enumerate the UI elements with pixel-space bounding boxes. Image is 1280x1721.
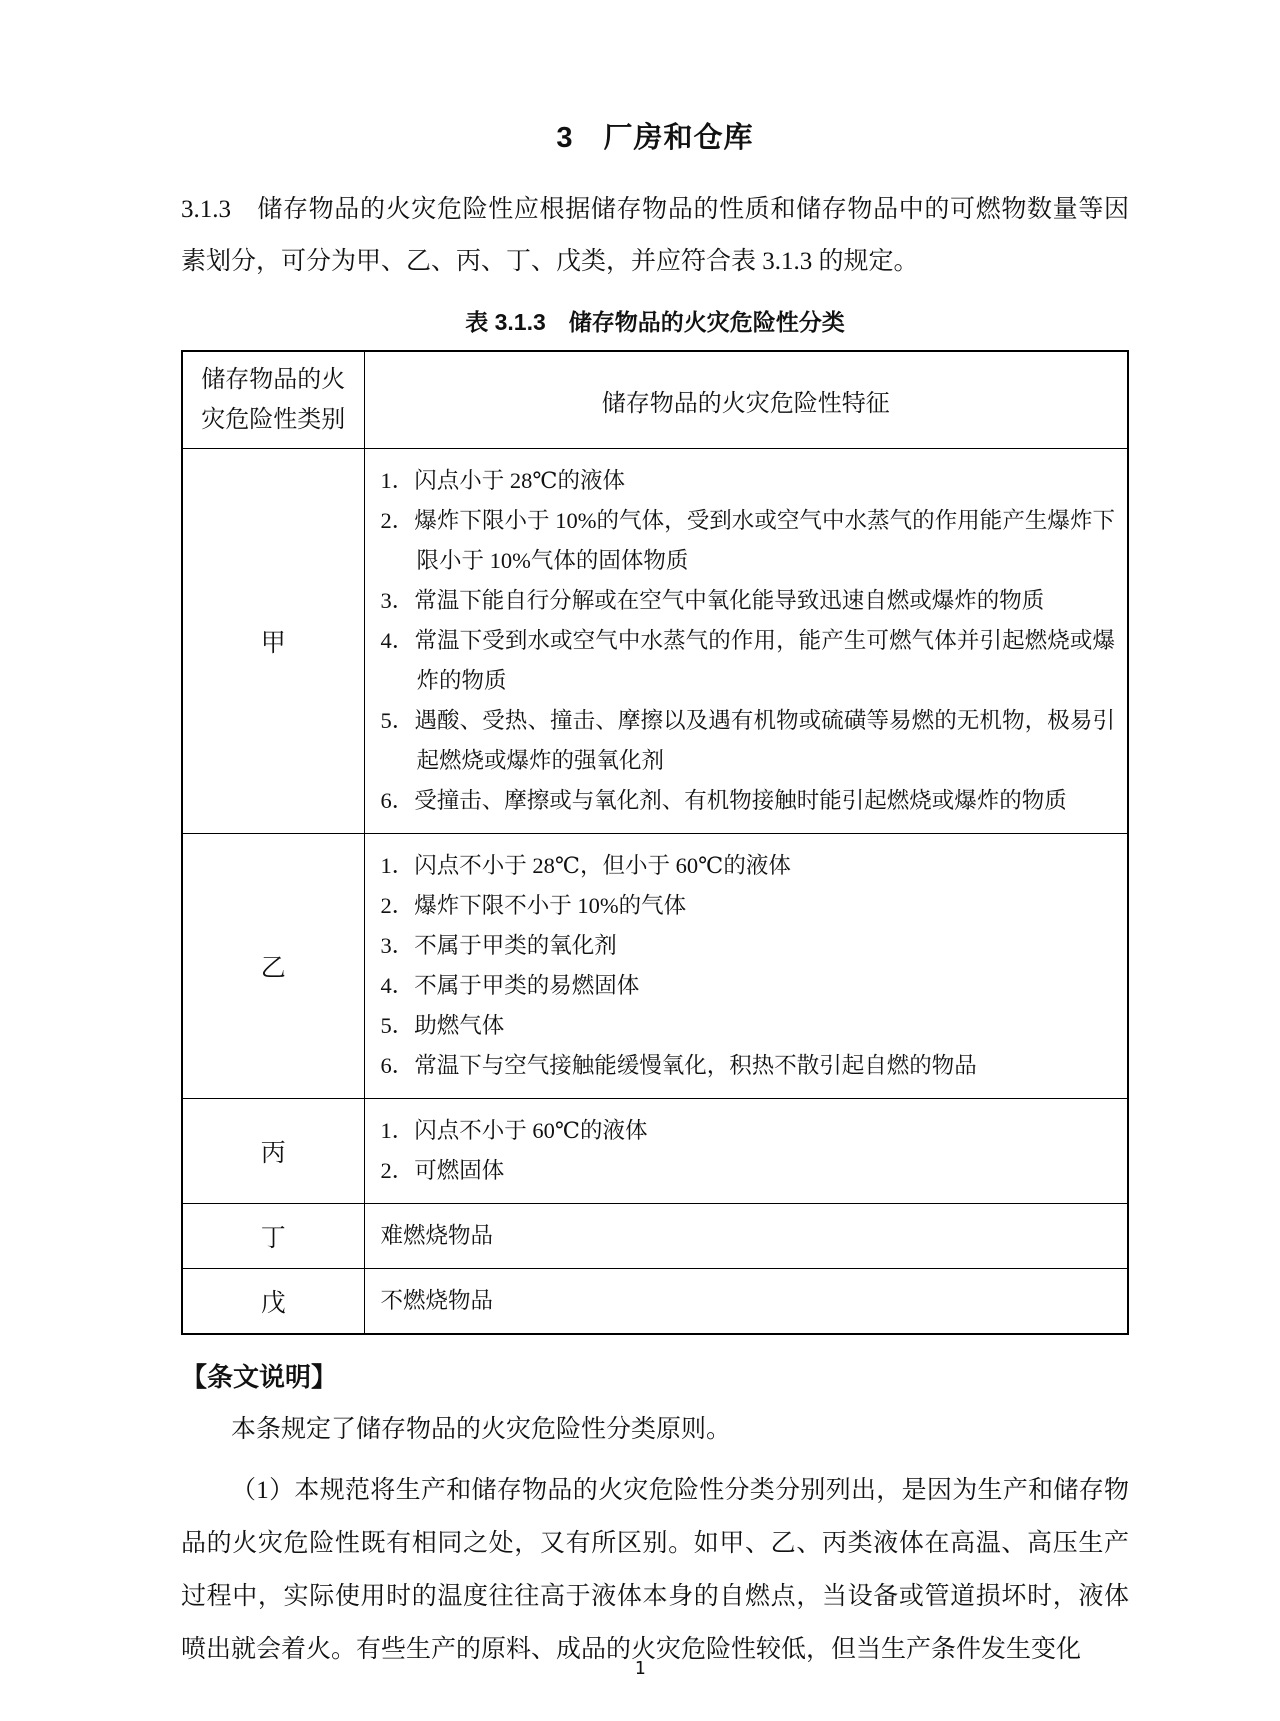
- feature-item: 难燃烧物品: [380, 1223, 494, 1248]
- feature-item: 4．常温下受到水或空气中水蒸气的作用，能产生可燃气体并引起燃烧或爆炸的物质: [380, 628, 1115, 693]
- table-row: [182, 449, 1128, 834]
- commentary-heading: 【条文说明】: [181, 1362, 338, 1392]
- feature-item: 不燃烧物品: [380, 1288, 494, 1313]
- feature-item: 3．常温下能自行分解或在空气中氧化能导致迅速自燃或爆炸的物质: [380, 588, 1045, 613]
- commentary-paragraph: （1）本规范将生产和储存物品的火灾危险性分类分别列出，是因为生产和储存物品的火灾危险性既有相同之处，又有所区别。如甲、乙、丙类液体在高温、高压生产过程中，实际使用时的温度往往高于液体本身的自燃点，当设备或管道损坏时，液体喷出就会着火。有些生产的原料、成品的火灾危险性较低，但当生产条件发生变化: [181, 1477, 1129, 1663]
- feature-cell: [364, 834, 1128, 1099]
- table-caption: 表 3.1.3 储存物品的火灾危险性分类: [465, 309, 845, 335]
- page-title: 3 厂房和仓库: [556, 122, 754, 154]
- feature-item: 2．可燃固体: [380, 1158, 505, 1183]
- feature-item: 3．不属于甲类的氧化剂: [380, 933, 617, 958]
- table-header-category-line1: 储存物品的火: [201, 367, 346, 393]
- feature-cell: [364, 449, 1128, 834]
- feature-item: 4．不属于甲类的易燃固体: [380, 973, 640, 998]
- table-row: [182, 1204, 1128, 1269]
- classification-table: [181, 350, 1129, 1335]
- feature-item: 5．助燃气体: [380, 1013, 505, 1038]
- page-number: 1: [634, 1658, 646, 1679]
- table-body: [182, 351, 1128, 1334]
- table-row: [182, 834, 1128, 1099]
- commentary-section: [181, 1359, 1129, 1676]
- category-cell: 丁: [182, 1204, 364, 1269]
- table-header-category-line2: 灾危险性类别: [201, 407, 346, 433]
- table-header-feature: 储存物品的火灾危险性特征: [364, 351, 1128, 449]
- feature-item: 1．闪点不小于 60℃的液体: [380, 1118, 648, 1143]
- table-header-category: [182, 351, 364, 449]
- table-header-row: [182, 351, 1128, 449]
- category-cell: 乙: [182, 834, 364, 1099]
- category-cell: 甲: [182, 449, 364, 834]
- feature-cell: [364, 1269, 1128, 1335]
- feature-item: 6．常温下与空气接触能缓慢氧化，积热不散引起自燃的物品: [380, 1053, 977, 1078]
- section-paragraph: 3.1.3 储存物品的火灾危险性应根据储存物品的性质和储存物品中的可燃物数量等因素划分，可分为甲、乙、丙、丁、戊类，并应符合表 3.1.3 的规定。: [181, 196, 1129, 275]
- feature-item: 1．闪点小于 28℃的液体: [380, 468, 626, 493]
- feature-item: 6．受撞击、摩擦或与氧化剂、有机物接触时能引起燃烧或爆炸的物质: [380, 788, 1067, 813]
- feature-cell: [364, 1099, 1128, 1204]
- feature-item: 2．爆炸下限小于 10%的气体，受到水或空气中水蒸气的作用能产生爆炸下限小于 10%气体的固体物质: [380, 508, 1115, 573]
- commentary-paragraph: 本条规定了储存物品的火灾危险性分类原则。: [231, 1416, 732, 1443]
- feature-cell: [364, 1204, 1128, 1269]
- feature-item: 5．遇酸、受热、撞击、摩擦以及遇有机物或硫磺等易燃的无机物，极易引起燃烧或爆炸的强氧化剂: [380, 708, 1115, 773]
- feature-item: 2．爆炸下限不小于 10%的气体: [380, 893, 687, 918]
- table-row: [182, 1269, 1128, 1335]
- feature-item: 1．闪点不小于 28℃，但小于 60℃的液体: [380, 853, 791, 878]
- table-row: [182, 1099, 1128, 1204]
- category-cell: 丙: [182, 1099, 364, 1204]
- category-cell: 戊: [182, 1269, 364, 1335]
- commentary-paragraphs: [181, 1403, 1129, 1676]
- document-page: [181, 0, 1129, 1676]
